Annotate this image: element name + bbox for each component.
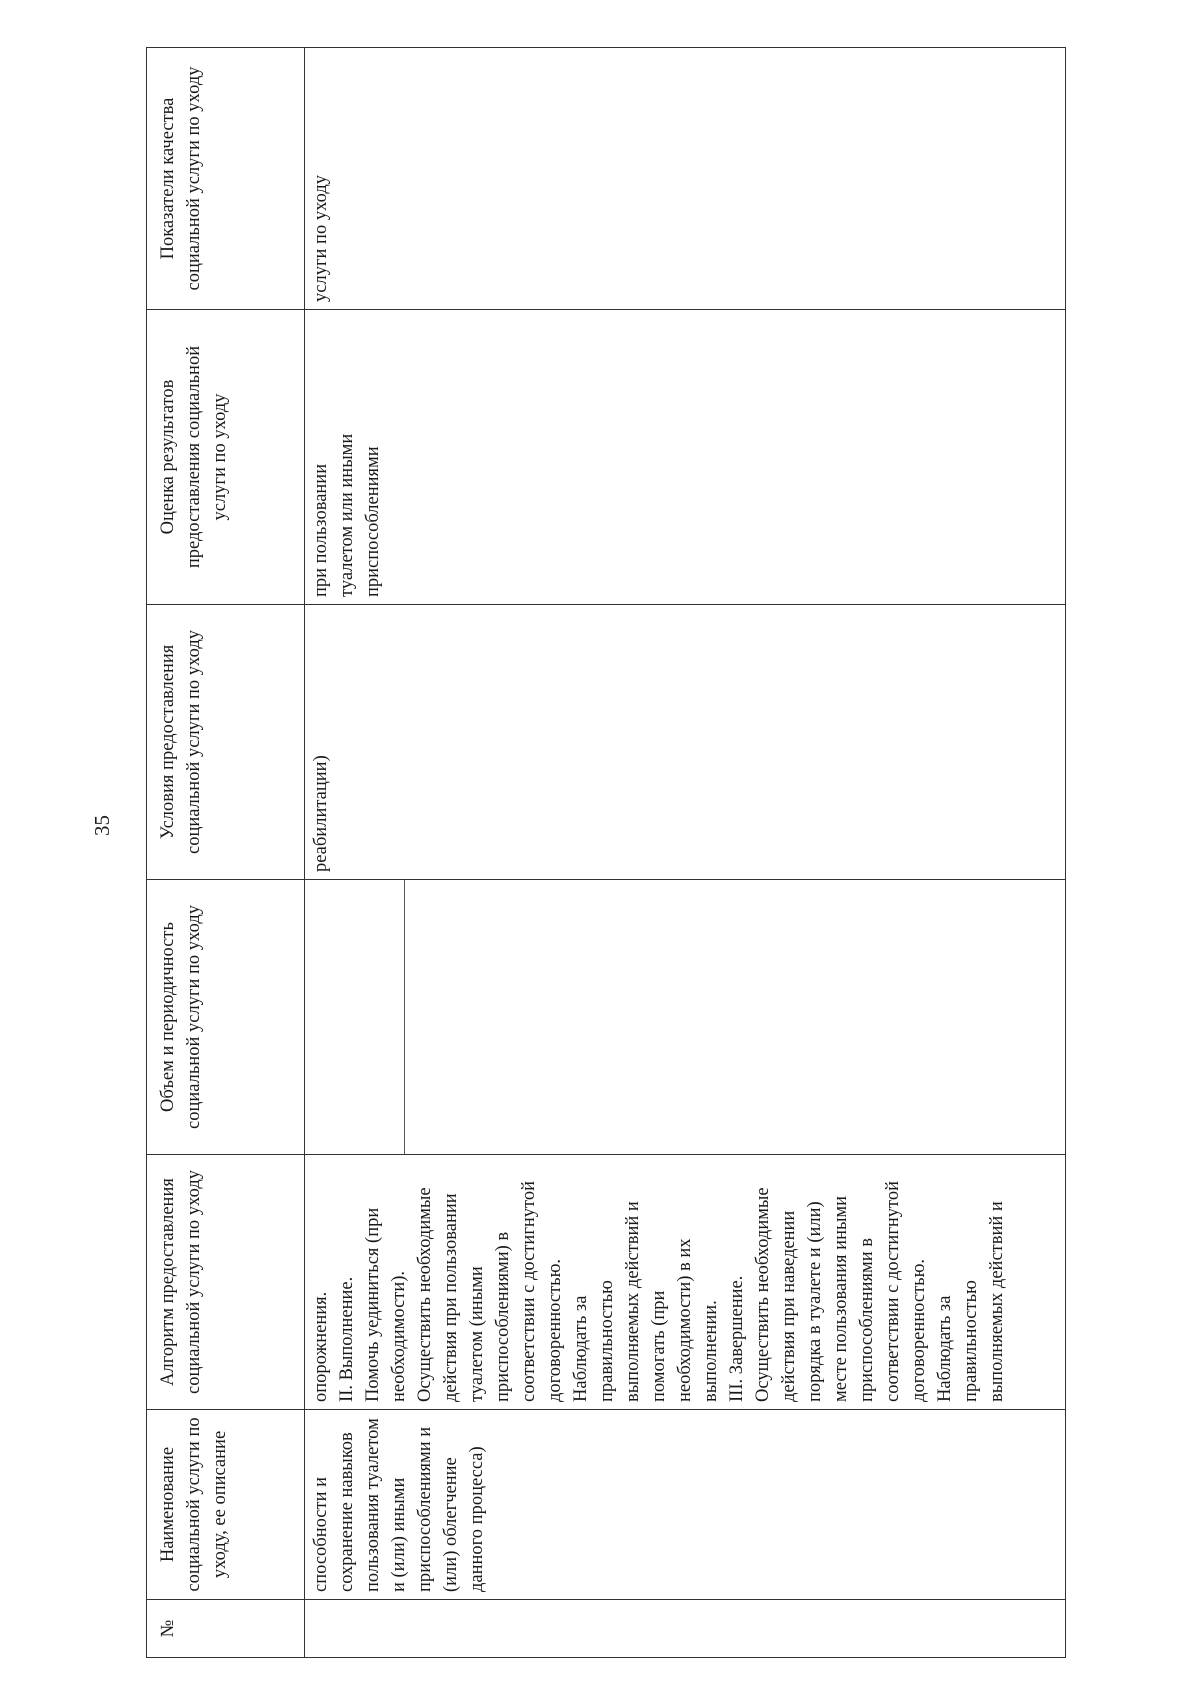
cell-algorithm (305, 1155, 1066, 1410)
algorithm-line: II. Выполнение. (337, 1276, 357, 1402)
algorithm-line: месте пользования иными (831, 1195, 851, 1402)
algorithm-line: выполняемых действий и (987, 1201, 1007, 1402)
rotated-table-wrapper (146, 48, 1066, 1658)
evaluation-line: приспособлениями (363, 446, 383, 597)
page-number: 35 (90, 815, 114, 836)
header-number: № (147, 1600, 305, 1658)
algorithm-line: необходимости). (389, 1270, 409, 1402)
algorithm-line: Наблюдать за (935, 1295, 955, 1402)
header-quality: Показатели качества социальной услуги по уходу (147, 48, 305, 310)
name-line: приспособлениями и (415, 1426, 435, 1592)
volume-subdivider (404, 880, 405, 1154)
evaluation-line: туалетом или иными (337, 433, 357, 597)
table-row (305, 48, 1066, 1658)
name-line: способности и (311, 1476, 331, 1592)
algorithm-line: помогать (при (649, 1290, 669, 1402)
algorithm-line: соответствии с достигнутой (519, 1180, 539, 1402)
header-conditions: Условия предоставления социальной услуги по уходу (147, 605, 305, 880)
algorithm-line: порядка в туалете и (или) (805, 1201, 825, 1402)
header-volume: Объем и периодичность социальной услуги по уходу (147, 880, 305, 1155)
algorithm-line: договоренностью. (909, 1258, 929, 1402)
name-line: пользования туалетом (363, 1418, 383, 1592)
quality-line: услуги по уходу (311, 174, 331, 302)
header-evaluation: Оценка результатов предоставления социальной услуги по уходу (147, 310, 305, 605)
algorithm-line: Осуществить необходимые (415, 1187, 435, 1402)
evaluation-line: при пользовании (311, 463, 331, 597)
cell-conditions (305, 605, 1066, 880)
algorithm-line: Осуществить необходимые (753, 1187, 773, 1402)
services-table (146, 47, 1066, 1658)
algorithm-line: действия при наведении (779, 1210, 799, 1402)
algorithm-line: необходимости) в их (675, 1238, 695, 1402)
algorithm-line: правильностью (597, 1280, 617, 1402)
algorithm-line: правильностью (961, 1280, 981, 1402)
cell-evaluation (305, 310, 1066, 605)
conditions-line: реабилитации) (311, 755, 331, 872)
header-name: Наименование социальной услуги по уходу, ее описание (147, 1410, 305, 1600)
cell-name (305, 1410, 1066, 1600)
algorithm-line: Наблюдать за (571, 1295, 591, 1402)
table-header-row (147, 48, 305, 1658)
algorithm-line: приспособлениями) в (493, 1231, 513, 1402)
algorithm-line: приспособлениями в (857, 1237, 877, 1402)
name-line: (или) облегчение (441, 1457, 461, 1592)
name-line: данного процесса) (467, 1446, 487, 1592)
algorithm-line: опорожнения. (311, 1291, 331, 1402)
algorithm-line: действия при пользовании (441, 1193, 461, 1402)
cell-volume (305, 880, 1066, 1155)
algorithm-line: III. Завершение. (727, 1275, 747, 1402)
cell-quality (305, 48, 1066, 310)
cell-number (305, 1600, 1066, 1658)
algorithm-line: договоренностью. (545, 1258, 565, 1402)
header-algorithm: Алгоритм предоставления социальной услуги по уходу (147, 1155, 305, 1410)
algorithm-line: туалетом (иными (467, 1266, 487, 1402)
algorithm-line: соответствии с достигнутой (883, 1180, 903, 1402)
algorithm-line: выполнении. (701, 1300, 721, 1402)
algorithm-line: выполняемых действий и (623, 1201, 643, 1402)
name-line: сохранение навыков (337, 1432, 357, 1592)
algorithm-line: Помочь уединиться (при (363, 1207, 383, 1402)
name-line: и (или) иными (389, 1477, 409, 1592)
